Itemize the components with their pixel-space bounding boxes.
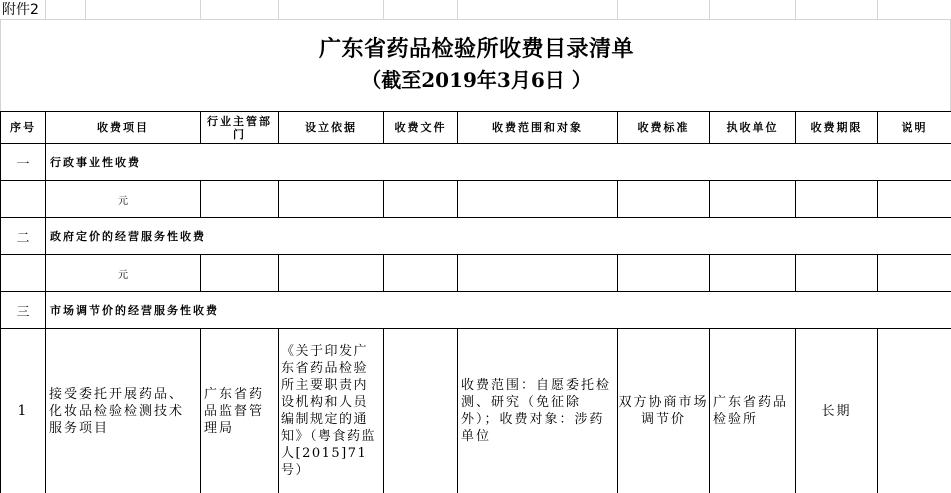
cell-period[interactable]: 长期 <box>796 329 878 493</box>
cell-note[interactable] <box>878 329 951 493</box>
gridline <box>617 0 618 20</box>
page-subtitle-date: （截至2019年3月6日 ） <box>361 68 592 92</box>
section-label[interactable]: 市场调节价的经营服务性收费 <box>46 292 951 329</box>
cell-dept[interactable]: 广东省药品监督管理局 <box>201 329 279 493</box>
table-row <box>1 181 951 218</box>
table-header-row <box>1 112 951 144</box>
cell-basis[interactable] <box>279 181 384 218</box>
cell-standard[interactable] <box>618 181 710 218</box>
fee-catalog-table <box>0 111 951 493</box>
cell-basis[interactable]: 《关于印发广东省药品检验所主要职责内设机构和人员编制规定的通知》（粤食药监人[2015]71号） <box>279 329 384 493</box>
cell-item[interactable]: 元 <box>46 181 201 218</box>
gridline <box>85 0 86 20</box>
gridline <box>795 0 796 20</box>
cell-scope[interactable]: 收费范围：自愿委托检测、研究（免征除外）；收费对象：涉药单位 <box>458 329 618 493</box>
header-scope[interactable]: 收费范围和对象 <box>458 112 618 144</box>
header-item[interactable]: 收费项目 <box>46 112 201 144</box>
header-period[interactable]: 收费期限 <box>796 112 878 144</box>
header-note[interactable]: 说明 <box>878 112 951 144</box>
page-title: 广东省药品检验所收费目录清单 <box>318 36 634 62</box>
cell-scope[interactable] <box>458 255 618 292</box>
table-row <box>1 329 951 493</box>
cell-standard[interactable]: 双方协商市场调节价 <box>618 329 710 493</box>
section-row-3 <box>1 292 951 329</box>
section-number[interactable]: 一 <box>1 144 46 181</box>
gridline <box>709 0 710 20</box>
section-row-1 <box>1 144 951 181</box>
header-seq[interactable]: 序号 <box>1 112 46 144</box>
cell-seq[interactable]: 1 <box>1 329 46 493</box>
attachment-label: 附件2 <box>2 2 39 18</box>
cell-unit[interactable]: 广东省药品检验所 <box>710 329 796 493</box>
cell-basis[interactable] <box>279 255 384 292</box>
cell-item[interactable]: 接受委托开展药品、化妆品检验检测技术服务项目 <box>46 329 201 493</box>
header-basis[interactable]: 设立依据 <box>279 112 384 144</box>
header-dept[interactable]: 行业主管部门 <box>201 112 279 144</box>
cell-document[interactable] <box>384 329 458 493</box>
cell-unit[interactable] <box>710 255 796 292</box>
header-unit[interactable]: 执收单位 <box>710 112 796 144</box>
gridline <box>877 0 878 20</box>
gridline <box>278 0 279 20</box>
gridline <box>383 0 384 20</box>
cell-seq[interactable] <box>1 255 46 292</box>
header-document[interactable]: 收费文件 <box>384 112 458 144</box>
cell-standard[interactable] <box>618 255 710 292</box>
spreadsheet-top-row <box>0 0 951 20</box>
section-row-2 <box>1 218 951 255</box>
cell-seq[interactable] <box>1 181 46 218</box>
header-standard[interactable]: 收费标准 <box>618 112 710 144</box>
section-label[interactable]: 政府定价的经营服务性收费 <box>46 218 951 255</box>
gridline <box>457 0 458 20</box>
cell-document[interactable] <box>384 181 458 218</box>
cell-note[interactable] <box>878 255 951 292</box>
section-number[interactable]: 三 <box>1 292 46 329</box>
title-block <box>0 20 951 111</box>
gridline <box>45 0 46 20</box>
table-row <box>1 255 951 292</box>
cell-note[interactable] <box>878 181 951 218</box>
cell-dept[interactable] <box>201 255 279 292</box>
cell-unit[interactable] <box>710 181 796 218</box>
cell-document[interactable] <box>384 255 458 292</box>
cell-scope[interactable] <box>458 181 618 218</box>
cell-item[interactable]: 元 <box>46 255 201 292</box>
section-number[interactable]: 二 <box>1 218 46 255</box>
section-label[interactable]: 行政事业性收费 <box>46 144 951 181</box>
cell-period[interactable] <box>796 255 878 292</box>
gridline <box>200 0 201 20</box>
cell-period[interactable] <box>796 181 878 218</box>
cell-dept[interactable] <box>201 181 279 218</box>
